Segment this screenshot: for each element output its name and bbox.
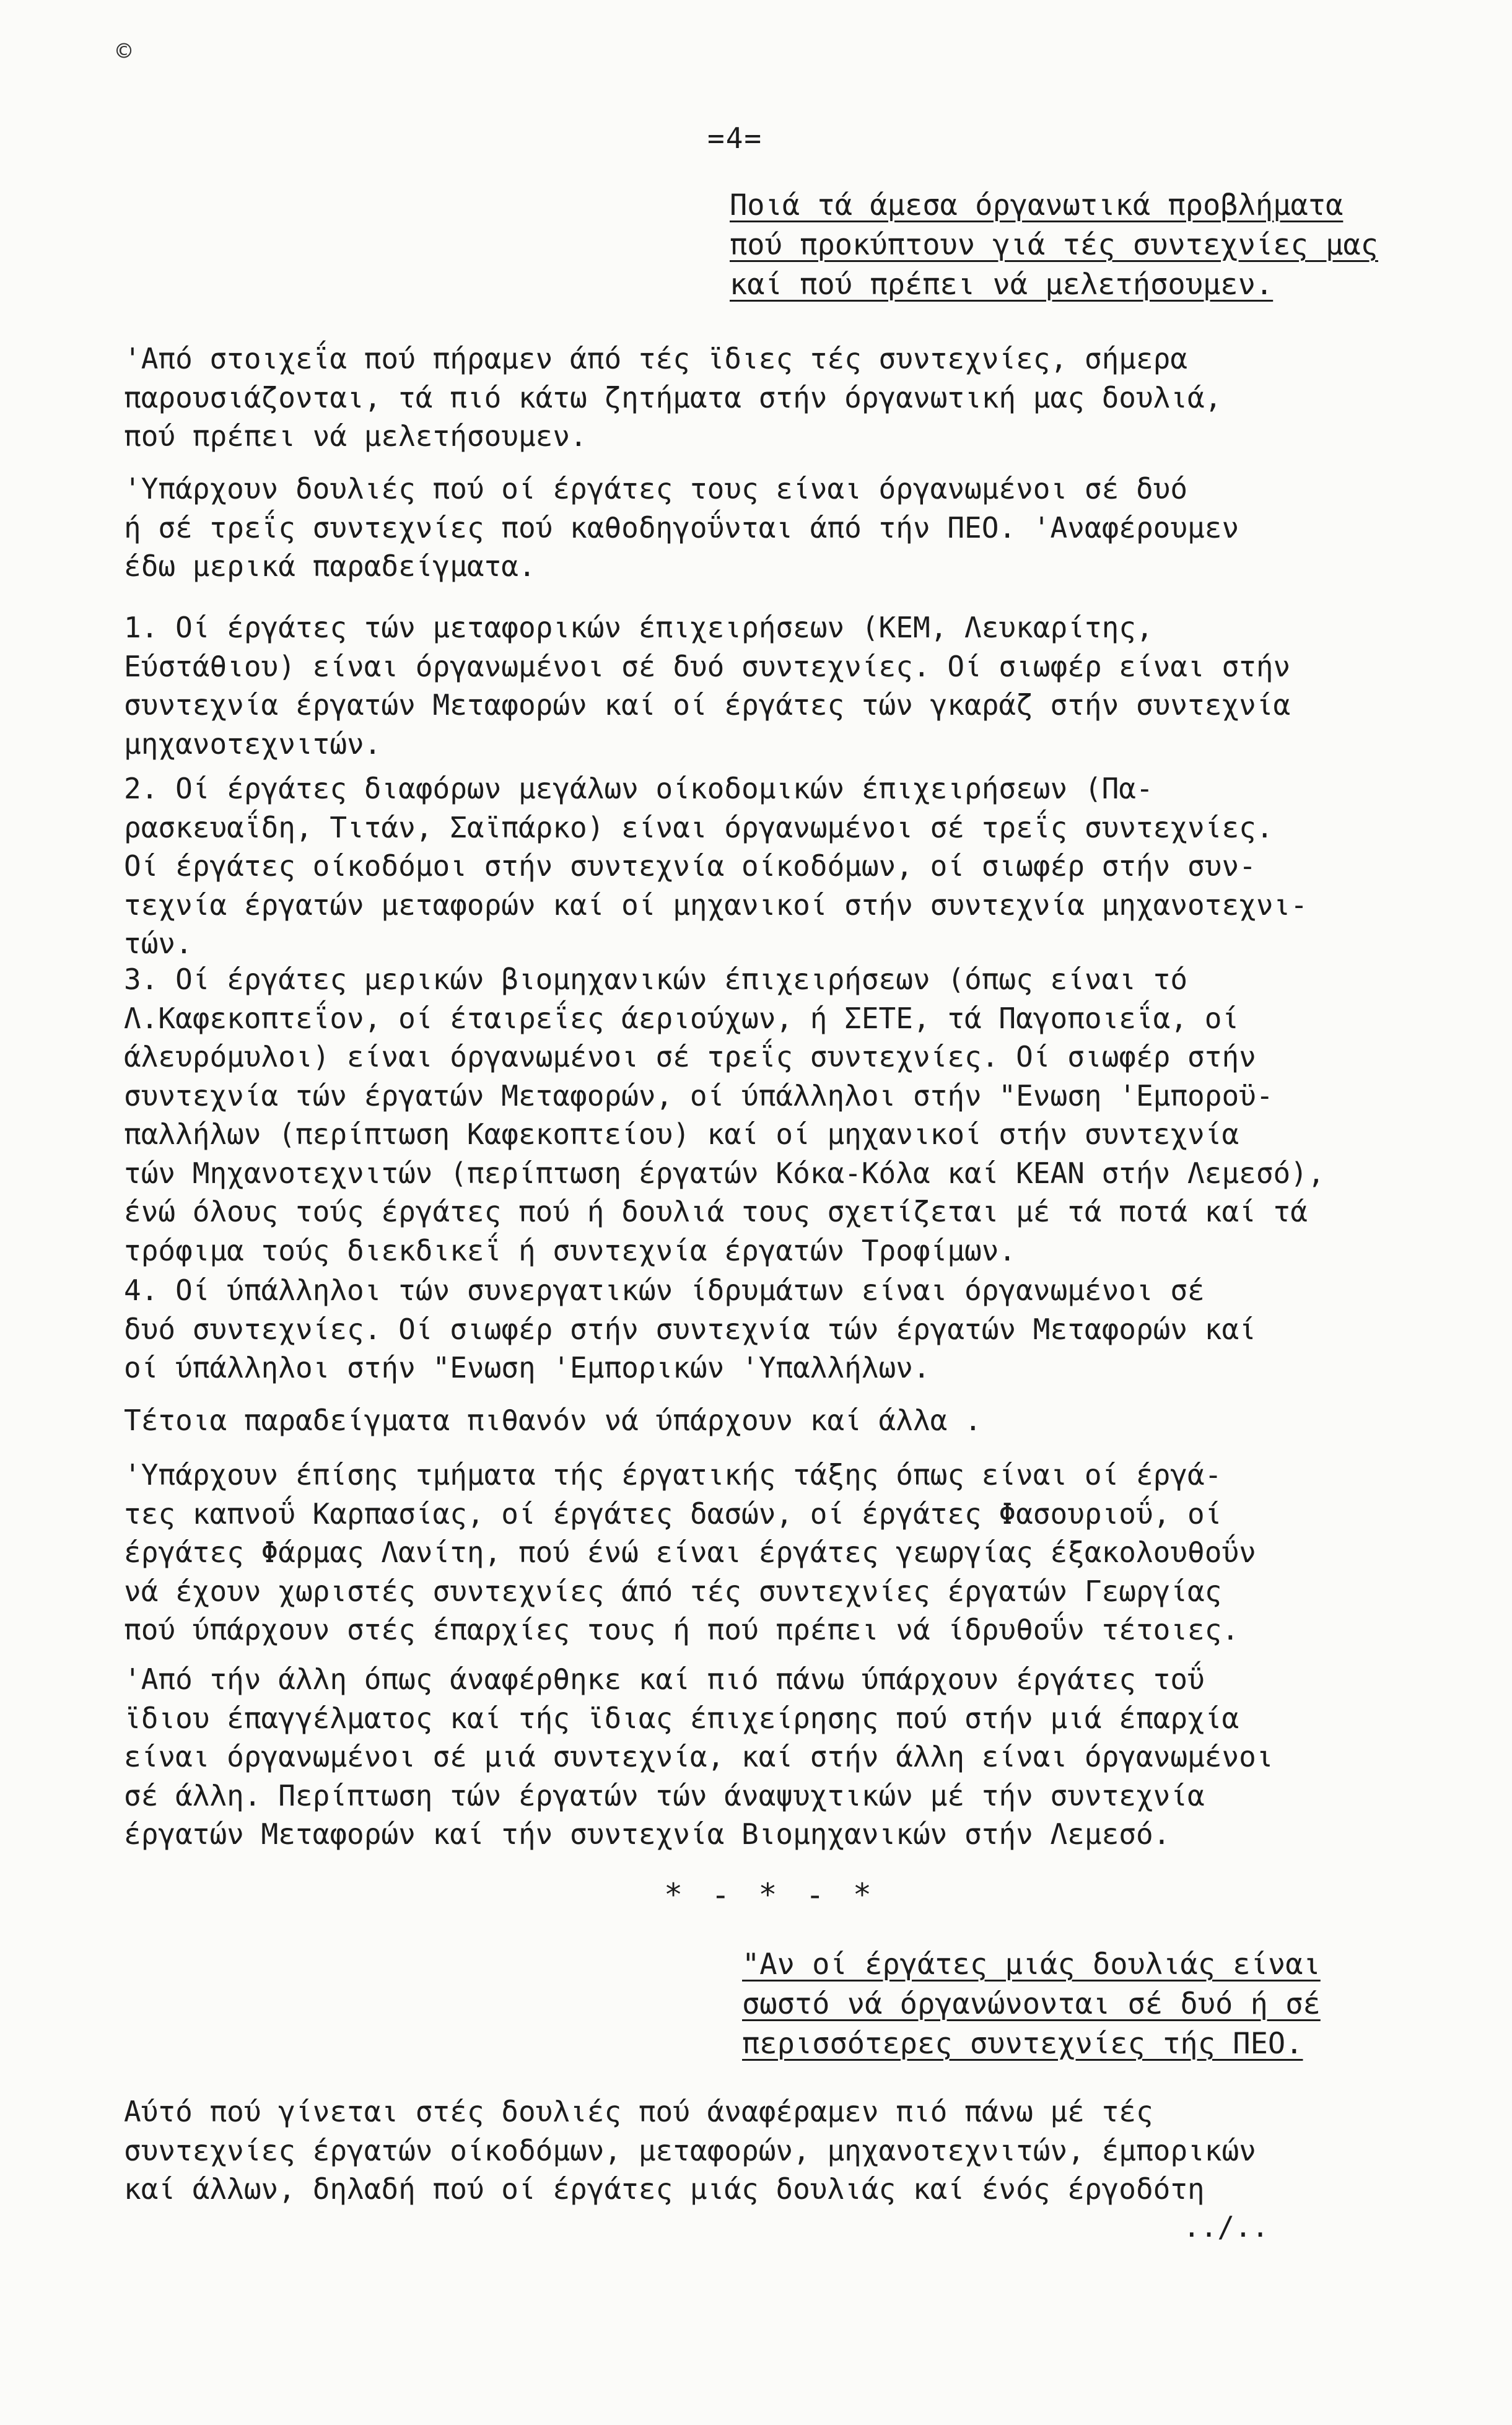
- text-line: ϊδιου έπαγγέλματος καί τής ϊδιας έπιχείρησης πού στήν μιά έπαρχία: [124, 1701, 1239, 1735]
- text-line: καί άλλων, δηλαδή πού οί έργάτες μιάς δουλιάς καί ένός έργοδότη: [124, 2172, 1205, 2206]
- heading-line: πού προκύπτουν γιά τές συντεχνίες μας: [730, 228, 1378, 262]
- text-line: έδω μερικά παραδείγματα.: [124, 549, 536, 583]
- text-line: πού πρέπει νά μελετήσουμεν.: [124, 419, 587, 453]
- text-line: άλευρόμυλοι) είναι όργανωμένοι σέ τρεΐς συντεχνίες. Οί σιωφέρ στήν: [124, 1040, 1256, 1073]
- text-line: οί ύπάλληλοι στήν "Ενωση 'Εμπορικών 'Υπαλλήλων.: [124, 1351, 930, 1384]
- text-line: έργάτες Φάρμας Λανίτη, πού ένώ είναι έργάτες γεωργίας έξακολουθοΰν: [124, 1536, 1256, 1569]
- subheading-line: σωστό νά όργανώνονται σέ δυό ή σέ: [742, 1987, 1321, 2021]
- paragraph-examples-intro: [124, 470, 1400, 586]
- text-line: Αύτό πού γίνεται στές δουλιές πού άναφέραμεν πιό πάνω μέ τές: [124, 2095, 1153, 2128]
- text-line: τρόφιμα τούς διεκδικεΐ ή συντεχνία έργατών Τροφίμων.: [124, 1233, 1016, 1267]
- subheading-line: περισσότερες συντεχνίες τής ΠΕΟ.: [742, 2027, 1303, 2061]
- text-line: συντεχνία τών έργατών Μεταφορών, οί ύπάλληλοι στήν "Ενωση 'Εμποροϋ-: [124, 1078, 1274, 1112]
- text-line: δυό συντεχνίες. Οί σιωφέρ στήν συντεχνία τών έργατών Μεταφορών καί: [124, 1312, 1256, 1346]
- paragraph-item-3: [124, 960, 1400, 1270]
- paragraph-same-trade: [124, 1660, 1400, 1854]
- text-line: 3. Οί έργάτες μερικών βιομηχανικών έπιχειρήσεων (όπως είναι τό: [124, 963, 1188, 996]
- text-line: ή σέ τρεΐς συντεχνίες πού καθοδηγοΰνται άπό τήν ΠΕΟ. 'Αναφέρουμεν: [124, 510, 1239, 544]
- text-line: πού ύπάρχουν στές έπαρχίες τους ή πού πρέπει νά ίδρυθοΰν τέτοιες.: [124, 1613, 1239, 1646]
- section-separator: * - * - *: [664, 1877, 876, 1913]
- page-number: =4=: [707, 121, 763, 155]
- text-line: τεχνία έργατών μεταφορών καί οί μηχανικοί στήν συντεχνία μηχανοτεχνι-: [124, 888, 1308, 922]
- text-line: Λ.Καφεκοπτεΐον, οί έταιρεΐες άεριούχων, ή ΣΕΤΕ, τά Παγοποιεΐα, οί: [124, 1001, 1239, 1035]
- text-line: σέ άλλη. Περίπτωση τών έργατών τών άναψυχτικών μέ τήν συντεχνία: [124, 1778, 1205, 1812]
- continuation-mark: ../..: [1183, 2210, 1269, 2244]
- text-line: 1. Οί έργάτες τών μεταφορικών έπιχειρήσεων (ΚΕΜ, Λευκαρίτης,: [124, 611, 1153, 644]
- text-line: Τέτοια παραδείγματα πιθανόν νά ύπάρχουν καί άλλα .: [124, 1404, 982, 1437]
- text-line: 2. Οί έργάτες διαφόρων μεγάλων οίκοδομικών έπιχειρήσεων (Πα-: [124, 772, 1153, 805]
- subheading-line: "Αν οί έργάτες μιάς δουλιάς είναι: [742, 1947, 1321, 1982]
- text-line: 'Από στοιχεΐα πού πήραμεν άπό τές ϊδιες τές συντεχνίες, σήμερα: [124, 342, 1188, 375]
- text-line: συντεχνίες έργατών οίκοδόμων, μεταφορών, μηχανοτεχνιτών, έμπορικών: [124, 2133, 1256, 2167]
- paragraph-item-2: [124, 769, 1400, 963]
- text-line: μηχανοτεχνιτών.: [124, 727, 382, 761]
- text-line: τες καπνοΰ Καρπασίας, οί έργάτες δασών, οί έργάτες Φασουριοΰ, οί: [124, 1497, 1222, 1531]
- text-line: έργατών Μεταφορών καί τήν συντεχνία Βιομηχανικών στήν Λεμεσό.: [124, 1817, 1171, 1851]
- paragraph-agriculture: [124, 1456, 1400, 1649]
- text-line: συντεχνία έργατών Μεταφορών καί οί έργάτες τών γκαράζ στήν συντεχνία: [124, 688, 1291, 722]
- paragraph-other-examples: [124, 1401, 1400, 1440]
- paragraph-item-4: [124, 1271, 1400, 1387]
- paragraph-final: [124, 2092, 1400, 2209]
- text-line: ένώ όλους τούς έργάτες πού ή δουλιά τους σχετίζεται μέ τά ποτά καί τά: [124, 1195, 1308, 1228]
- text-line: παρουσιάζονται, τά πιό κάτω ζητήματα στήν όργανωτική μας δουλιά,: [124, 380, 1222, 414]
- paragraph-intro: [124, 339, 1400, 456]
- text-line: τών Μηχανοτεχνιτών (περίπτωση έργατών Κόκα-Κόλα καί ΚΕΑΝ στήν Λεμεσό),: [124, 1156, 1325, 1190]
- heading-line: Ποιά τά άμεσα όργανωτικά προβλήματα: [730, 188, 1344, 222]
- text-line: 'Από τήν άλλη όπως άναφέρθηκε καί πιό πάνω ύπάρχουν έργάτες τοΰ: [124, 1663, 1205, 1696]
- text-line: Εύστάθιου) είναι όργανωμένοι σέ δυό συντεχνίες. Οί σιωφέρ είναι στήν: [124, 649, 1291, 683]
- text-line: Οί έργάτες οίκοδόμοι στήν συντεχνία οίκοδόμων, οί σιωφέρ στήν συν-: [124, 849, 1256, 883]
- text-line: είναι όργανωμένοι σέ μιά συντεχνία, καί στήν άλλη είναι όργανωμένοι: [124, 1740, 1274, 1773]
- paragraph-item-1: [124, 608, 1400, 763]
- text-line: τών.: [124, 927, 193, 960]
- text-line: ρασκευαΐδη, Τιτάν, Σαϊπάρκο) είναι όργανωμένοι σέ τρεΐς συντεχνίες.: [124, 810, 1274, 844]
- section-heading: [730, 186, 1378, 305]
- text-line: νά έχουν χωριστές συντεχνίες άπό τές συντεχνίες έργατών Γεωργίας: [124, 1574, 1222, 1608]
- text-line: 4. Οί ύπάλληλοι τών συνεργατικών ίδρυμάτων είναι όργανωμένοι σέ: [124, 1274, 1205, 1307]
- corner-mark: ©: [116, 37, 132, 66]
- text-line: 'Υπάρχουν δουλιές πού οί έργάτες τους είναι όργανωμένοι σέ δυό: [124, 472, 1188, 505]
- text-line: 'Υπάρχουν έπίσης τμήματα τής έργατικής τάξης όπως είναι οί έργά-: [124, 1458, 1222, 1492]
- heading-line: καί πού πρέπει νά μελετήσουμεν.: [730, 268, 1274, 302]
- text-line: παλλήλων (περίπτωση Καφεκοπτείου) καί οί μηχανικοί στήν συντεχνία: [124, 1117, 1239, 1151]
- subheading: [742, 1945, 1321, 2064]
